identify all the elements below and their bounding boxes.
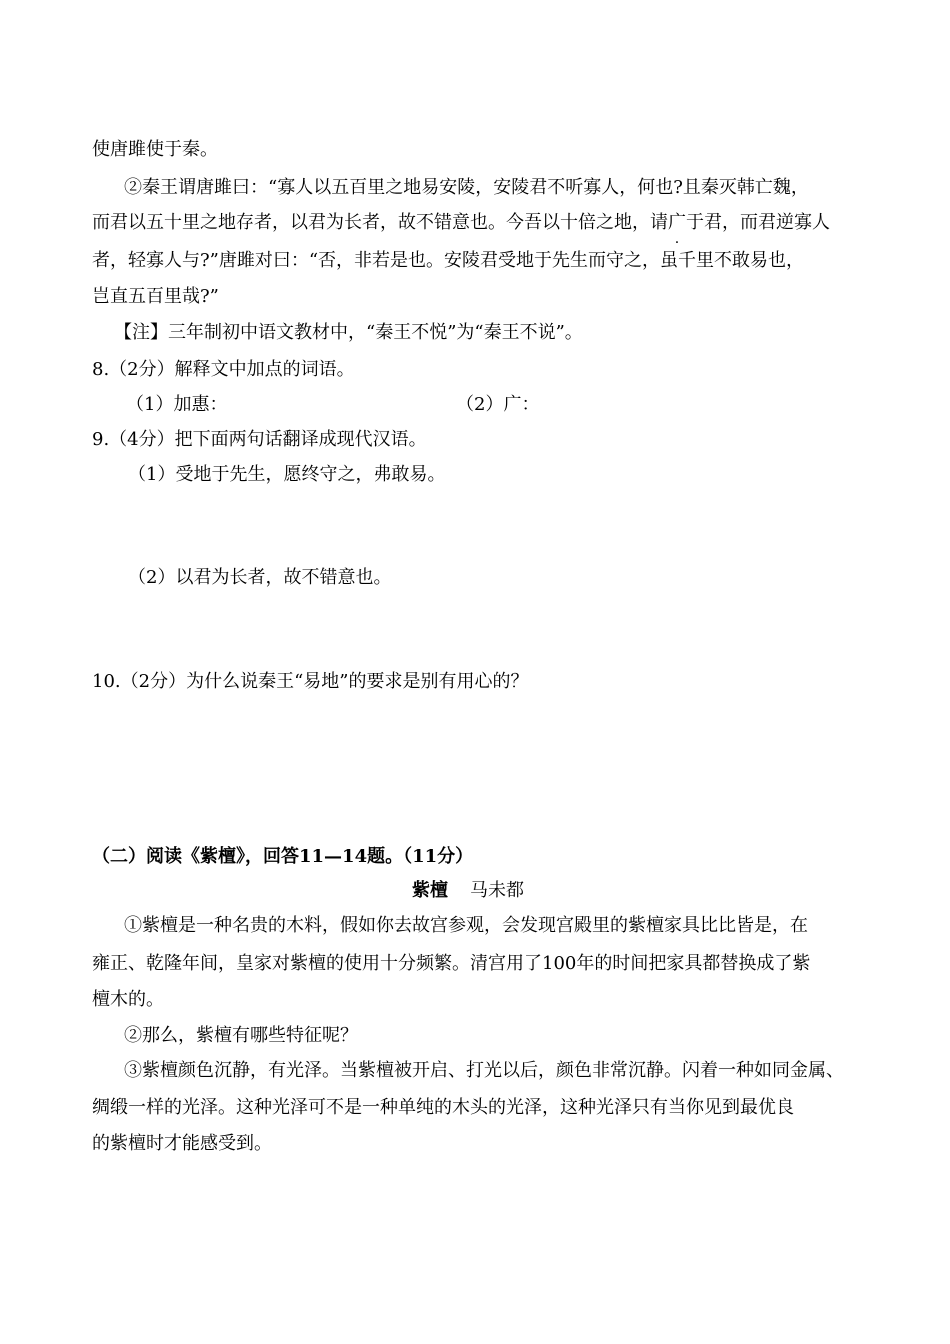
question-8-item-2: （2）广： — [456, 394, 540, 415]
note: 【注】三年制初中语文教材中，“秦王不悦”为“秦王不说”。 — [114, 322, 583, 343]
question-9-item-2: （2）以君为长者，故不错意也。 — [128, 567, 392, 588]
article-line: 绸缎一样的光泽。这种光泽可不是一种单纯的木头的光泽，这种光泽只有当你见到最优良 — [92, 1097, 794, 1118]
question-9: 9.（4分）把下面两句话翻译成现代汉语。 — [92, 429, 427, 450]
passage-text: 于君，而君逆寡人 — [686, 212, 830, 233]
passage-text: 而君以五十里之地存者，以君为长者，故不错意也。今吾以十倍之地，请 — [92, 212, 668, 233]
article-line: 的紫檀时才能感受到。 — [92, 1133, 272, 1154]
dotted-character: 广 — [668, 212, 686, 233]
question-8: 8.（2分）解释文中加点的词语。 — [92, 359, 355, 380]
passage-line — [92, 214, 830, 232]
article-author: 马未都 — [470, 880, 524, 901]
question-8-item-1: （1）加惠： — [126, 394, 228, 415]
article-line: ③紫檀颜色沉静，有光泽。当紫檀被开启、打光以后，颜色非常沉静。闪着一种如同金属、 — [124, 1060, 844, 1081]
passage-line: 岂直五百里哉?” — [92, 286, 219, 307]
passage-line: 使唐雎使于秦。 — [92, 139, 218, 160]
article-line: ①紫檀是一种名贵的木料，假如你去故宫参观，会发现宫殿里的紫檀家具比比皆是，在 — [124, 915, 808, 936]
article-title: 紫檀 — [412, 880, 448, 901]
article-title-line — [412, 882, 524, 900]
question-9-item-1: （1）受地于先生，愿终守之，弗敢易。 — [128, 464, 446, 485]
passage-line: 者，轻寡人与?”唐雎对曰：“否，非若是也。安陵君受地于先生而守之，虽千里不敢易也， — [92, 250, 805, 271]
question-10: 10.（2分）为什么说秦王“易地”的要求是别有用心的？ — [92, 671, 529, 692]
article-line: 雍正、乾隆年间，皇家对紫檀的使用十分频繁。清宫用了100年的时间把家具都替换成了紫 — [92, 953, 811, 974]
section-heading: （二）阅读《紫檀》，回答11—14题。（11分） — [92, 846, 474, 867]
passage-line: ②秦王谓唐雎曰：“寡人以五百里之地易安陵，安陵君不听寡人，何也?且秦灭韩亡魏， — [124, 177, 809, 198]
article-line: 檀木的。 — [92, 989, 164, 1010]
article-line: ②那么，紫檀有哪些特征呢？ — [124, 1025, 358, 1046]
